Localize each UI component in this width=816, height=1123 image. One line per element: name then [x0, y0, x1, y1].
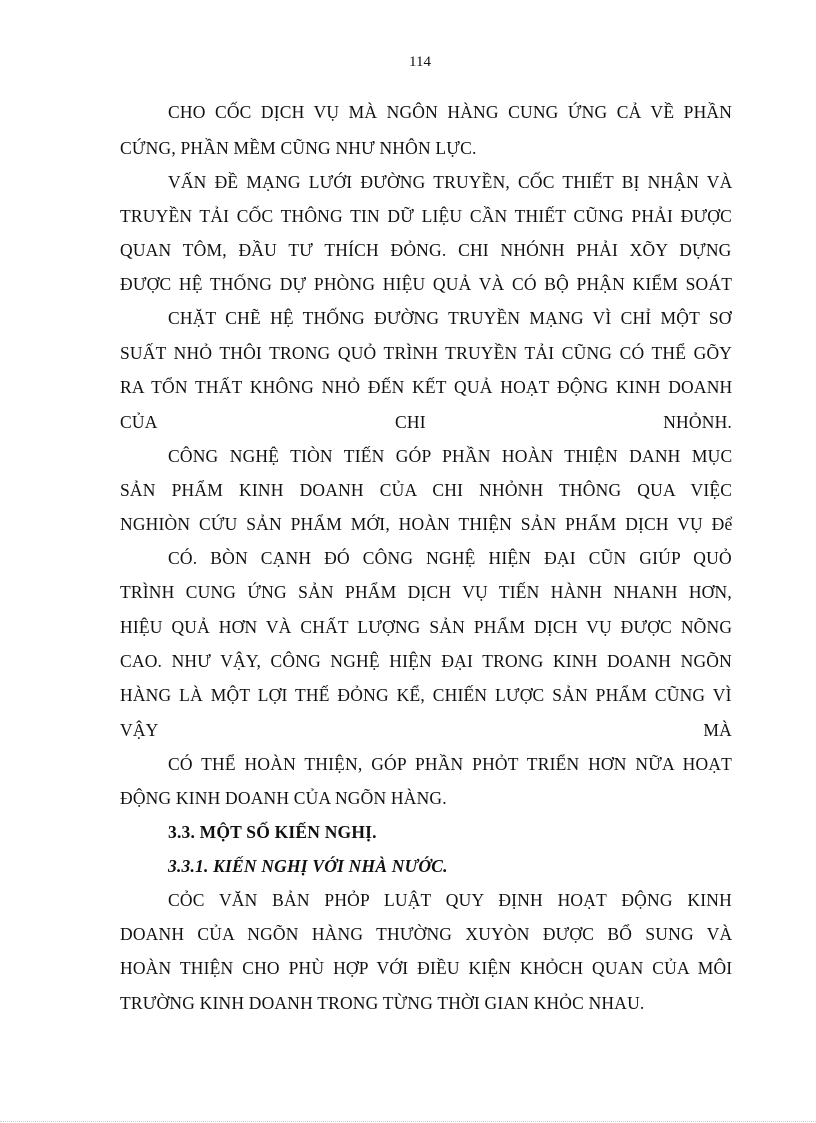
text-word: VẬY	[120, 720, 159, 740]
text-line: CAO. NHƯ VẬY, CÔNG NGHỆ HIỆN ĐẠI TRONG KINH DOANH NGÕN	[120, 651, 732, 671]
text-line: HOÀN THIỆN CHO PHÙ HỢP VỚI ĐIỀU KIỆN KHỎCH QUAN CỦA MÔI	[120, 958, 733, 978]
text-line: ĐỘNG KINH DOANH CỦA NGÕN HÀNG.	[120, 788, 447, 808]
text-line: SẢN PHẨM KINH DOANH CỦA CHI NHỎNH THÔNG QUA VIỆC	[120, 480, 733, 500]
text-word: NHỎNH.	[663, 412, 732, 432]
text-line: VẤN ĐỀ MẠNG LƯỚI ĐƯỜNG TRUYỀN, CỐC THIẾT BỊ NHẬN VÀ	[168, 172, 733, 192]
text-word: CHI	[395, 412, 426, 432]
text-line: ĐƯỢC HỆ THỐNG DỰ PHÒNG HIỆU QUẢ VÀ CÓ BỘ PHẬN KIỂM SOÁT	[120, 274, 733, 294]
text-line: RA TỔN THẤT KHÔNG NHỎ ĐẾN KẾT QUẢ HOẠT ĐỘNG KINH DOANH	[120, 377, 733, 397]
text-line: DOANH CỦA NGÕN HÀNG THƯỜNG XUYÒN ĐƯỢC BỔ SUNG VÀ	[120, 924, 733, 944]
page-bottom-divider	[0, 1121, 816, 1122]
text-line	[120, 412, 732, 433]
page-number: 114	[409, 54, 431, 70]
text-line	[120, 720, 732, 741]
text-line: CHO CỐC DỊCH VỤ MÀ NGÔN HÀNG CUNG ỨNG CẢ VỀ PHẦN	[168, 102, 733, 122]
subsection-heading: 3.3.1. KIẾN NGHỊ VỚI NHÀ NƯỚC.	[168, 856, 448, 876]
text-line: CÔNG NGHỆ TIÒN TIẾN GÓP PHẦN HOÀN THIỆN DANH MỤC	[168, 446, 733, 466]
text-line: CỎC VĂN BẢN PHỎP LUẬT QUY ĐỊNH HOẠT ĐỘNG KINH	[168, 890, 732, 910]
text-line: TRÌNH CUNG ỨNG SẢN PHẨM DỊCH VỤ TIẾN HÀNH NHANH HƠN,	[120, 582, 732, 602]
text-line: HÀNG LÀ MỘT LỢI THẾ ĐỎNG KỂ, CHIẾN LƯỢC SẢN PHẨM CŨNG VÌ	[120, 685, 732, 705]
text-line: CỨNG, PHẦN MỀM CŨNG NHƯ NHÔN LỰC.	[120, 138, 477, 158]
text-line: SUẤT NHỎ THÔI TRONG QUỎ TRÌNH TRUYỀN TẢI CŨNG CÓ THỂ GÕY	[120, 343, 733, 363]
text-line: NGHIÒN CỨU SẢN PHẨM MỚI, HOÀN THIỆN SẢN PHẨM DỊCH VỤ Để	[120, 514, 733, 534]
text-line: QUAN TÔM, ĐẦU TƯ THÍCH ĐỎNG. CHI NHÓNH PHẢI XÕY DỰNG	[120, 240, 732, 260]
text-line: CÓ. BÒN CẠNH ĐÓ CÔNG NGHỆ HIỆN ĐẠI CŨN GIÚP QUỎ	[168, 548, 732, 568]
section-heading: 3.3. MỘT SỐ KIẾN NGHỊ.	[168, 822, 377, 842]
text-line: HIỆU QUẢ HƠN VÀ CHẤT LƯỢNG SẢN PHẨM DỊCH VỤ ĐƯỢC NÕNG	[120, 617, 733, 637]
text-line: TRUYỀN TẢI CỐC THÔNG TIN DỮ LIỆU CẦN THIẾT CŨNG PHẢI ĐƯỢC	[120, 206, 732, 226]
text-line: CÓ THỂ HOÀN THIỆN, GÓP PHẦN PHỎT TRIỂN HƠN NỮA HOẠT	[168, 754, 733, 774]
text-line: TRƯỜNG KINH DOANH TRONG TỪNG THỜI GIAN KHỎC NHAU.	[120, 993, 645, 1013]
text-line: CHẶT CHẼ HỆ THỐNG ĐƯỜNG TRUYỀN MẠNG VÌ CHỈ MỘT SƠ	[168, 308, 732, 328]
text-word: CỦA	[120, 412, 158, 432]
text-word: MÀ	[703, 720, 732, 740]
